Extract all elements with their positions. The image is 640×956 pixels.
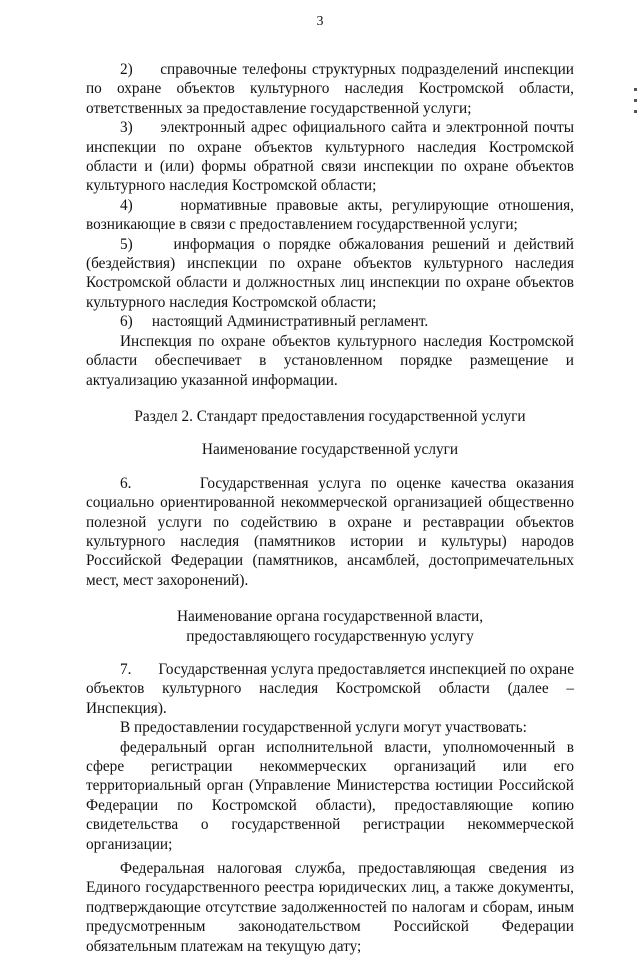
margin-marks [634, 88, 638, 120]
subheading-service-name: Наименование государственной услуги [201, 441, 459, 459]
list-item-6: 6) настоящий Административный регламент. [120, 313, 429, 331]
page-number: 3 [316, 14, 324, 29]
paragraph-tax-service: Федеральная налоговая служба, предоставляющая сведения из Единого государственного реестра юридических лиц, а также документы, подтверждающие отсутствие задолженностей по налогам и сборам, иным предусмотренным законодательством Российской Федерации обязательным платежам на текущую дату; [86, 860, 574, 955]
list-item-3: 3) электронный адрес официального сайта и электронной почты инспекции по охране объектов культурного наследия Костромской области и (или) формы обратной связи инспекции по охране объектов культурного наследия Костромской области; [86, 119, 574, 195]
section-heading: Раздел 2. Стандарт предоставления государственной услуги [134, 407, 526, 425]
list-item-2: 2) справочные телефоны структурных подразделений инспекции по охране объектов культурного наследия Костромской области, ответственных за предоставление государственной услуги; [86, 61, 574, 117]
subheading-authority-line2: предоставляющего государственную услугу [186, 627, 474, 645]
paragraph-federal-body: федеральный орган исполнительной власти, уполномоченный в сфере регистрации некоммерческих организаций или его территориальный орган (Управление Министерства юстиции Российской Федерации по Костромской области), предоставляющие копию свидетельства о государственной регистрации некоммерческой организации; [86, 738, 574, 853]
paragraph-inspection-duty: Инспекция по охране объектов культурного наследия Костромской области обеспечивает в установленном порядке размещение и актуализацию указанной информации. [86, 332, 574, 389]
document-body [86, 60, 574, 956]
paragraph-participants: В предоставлении государственной услуги могут участвовать: [120, 719, 527, 737]
paragraph-6: 6. Государственная услуга по оценке качества оказания социально ориентированной некоммерческой организацией общественно полезной услуги по содействию в охране и реставрации объектов культурного наследия (памятников истории и культуры) народов Российской Федерации (памятников, ансамблей, достопримечательных мест, мест захоронений). [86, 474, 574, 589]
list-item-5: 5) информация о порядке обжалования решений и действий (бездействия) инспекции по охране объектов культурного наследия Костромской области и должностных лиц инспекции по охране объектов культурного наследия Костромской области; [86, 235, 574, 311]
paragraph-7: 7. Государственная услуга предоставляется инспекцией по охране объектов культурного наследия Костромской области (далее – Инспекция). [86, 660, 574, 717]
list-item-4: 4) нормативные правовые акты, регулирующие отношения, возникающие в связи с предоставлением государственной услуги; [86, 196, 574, 234]
subheading-authority-line1: Наименование органа государственной власти, [176, 608, 484, 626]
